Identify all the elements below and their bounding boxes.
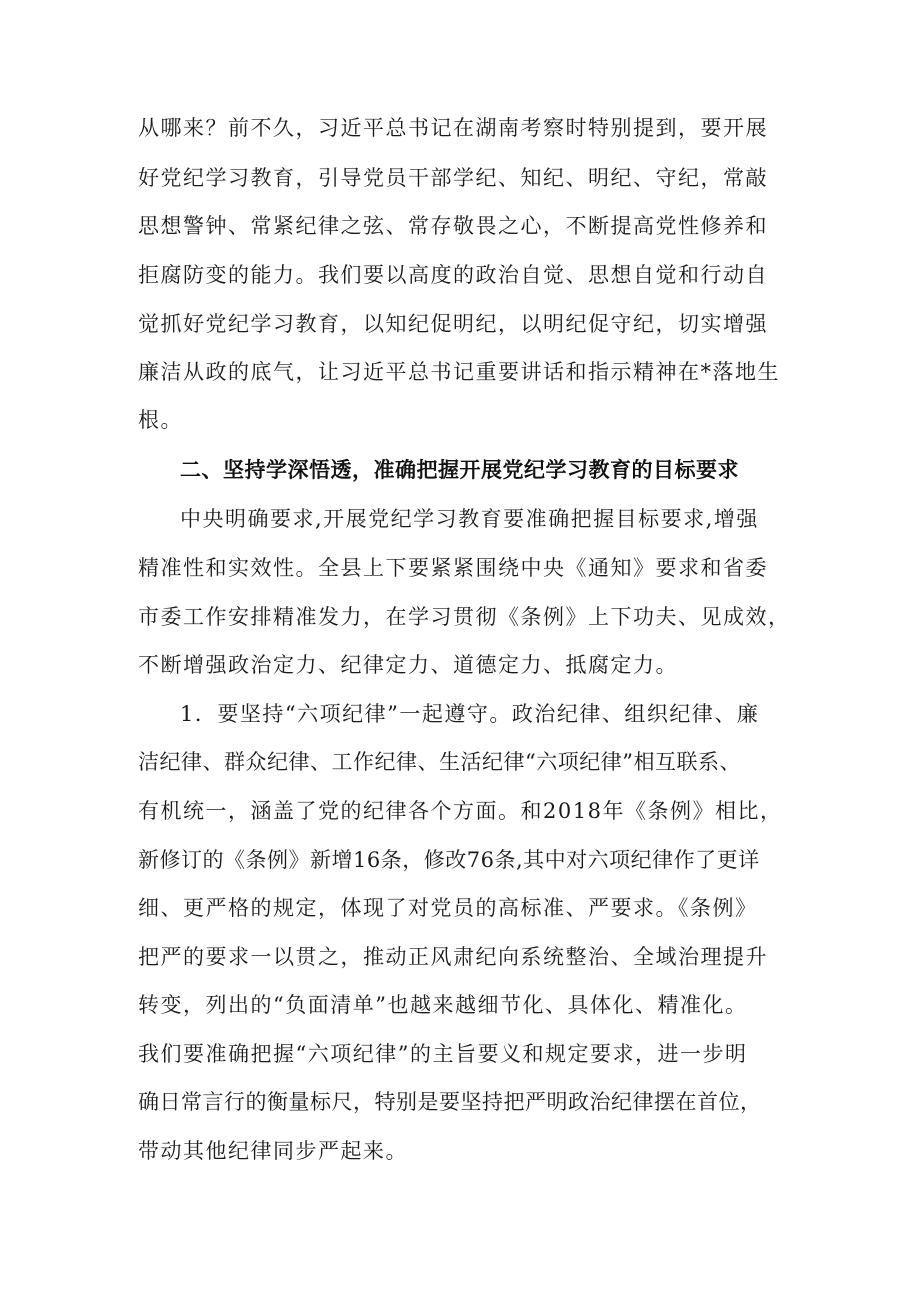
paragraph-line: 带动其他纪律同步严起来。 [138, 1139, 408, 1163]
paragraph-line: 不断增强政治定力、纪律定力、道德定力、抵腐定力。 [138, 653, 678, 677]
paragraph-line: 1．要坚持“六项纪律”一起遵守。政治纪律、组织纪律、廉 [180, 702, 760, 726]
paragraph-line: 我们要准确把握“六项纪律”的主旨要义和规定要求，进一步明 [138, 1042, 748, 1066]
paragraph-line: 洁纪律、群众纪律、工作纪律、生活纪律“六项纪律”相互联系、 [138, 750, 741, 774]
paragraph-line: 思想警钟、常紧纪律之弦、常存敬畏之心，不断提高党性修养和 [138, 214, 768, 238]
paragraph-line: 市委工作安排精准发力，在学习贯彻《条例》上下功夫、见成效， [138, 605, 791, 629]
paragraph-line: 有机统一，涵盖了党的纪律各个方面。和2018年《条例》相比， [138, 799, 783, 823]
paragraph-line: 中央明确要求,开展党纪学习教育要准确把握目标要求,增强 [180, 507, 759, 531]
paragraph-line: 从哪来？前不久，习近平总书记在湖南考察时特别提到，要开展 [138, 116, 768, 140]
paragraph-line: 精准性和实效性。全县上下要紧紧围绕中央《通知》要求和省委 [138, 556, 768, 580]
paragraph-line: 把严的要求一以贯之，推动正风肃纪向系统整治、全域治理提升 [138, 945, 768, 969]
paragraph-line: 细、更严格的规定，体现了对党员的高标准、严要求。《条例》 [138, 896, 758, 920]
paragraph-line: 根。 [138, 408, 183, 432]
paragraph-line: 确日常言行的衡量标尺，特别是要坚持把严明政治纪律摆在首位， [138, 1090, 762, 1114]
paragraph-line: 拒腐防变的能力。我们要以高度的政治自觉、思想自觉和行动自 [138, 263, 768, 287]
paragraph-line: 新修订的《条例》新增16条，修改76条,其中对六项纪律作了更详 [138, 848, 760, 872]
paragraph-line: 好党纪学习教育，引导党员干部学纪、知纪、明纪、守纪，常敲 [138, 166, 768, 190]
section-heading: 二、坚持学深悟透，准确把握开展党纪学习教育的目标要求 [180, 458, 739, 482]
paragraph-line: 廉洁从政的底气，让习近平总书记重要讲话和指示精神在*落地生 [138, 360, 780, 384]
paragraph-line: 转变，列出的“负面清单”也越来越细节化、具体化、精准化。 [138, 993, 748, 1017]
paragraph-line: 觉抓好党纪学习教育，以知纪促明纪，以明纪促守纪，切实增强 [138, 312, 768, 336]
